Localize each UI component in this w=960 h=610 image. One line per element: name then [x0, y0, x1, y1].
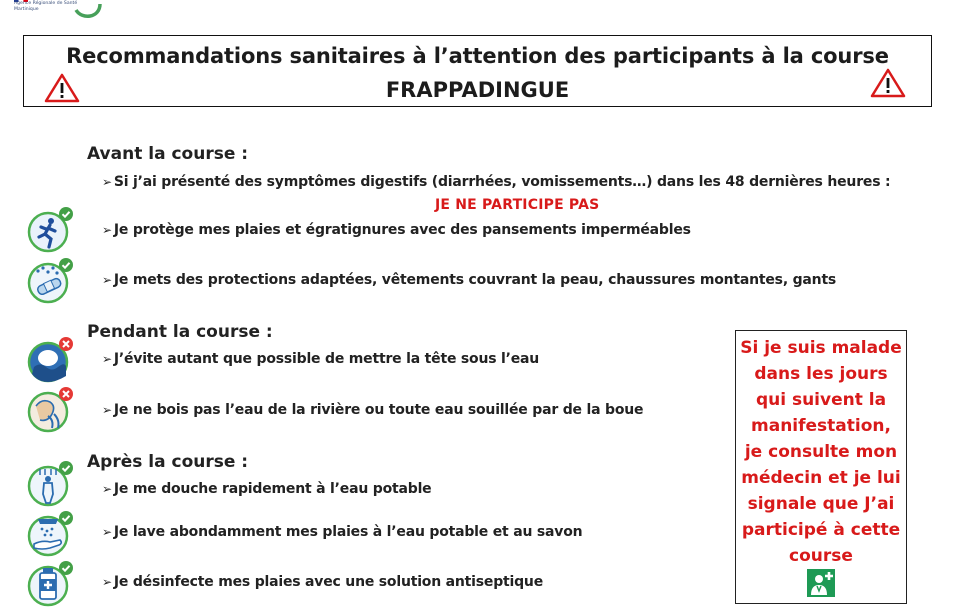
section-heading-after: Après la course :	[87, 452, 249, 472]
antiseptic-bottle-icon	[26, 560, 74, 608]
list-item: ➢ Je ne bois pas l’eau de la rivière ou toute eau souillée par de la boue	[102, 402, 644, 418]
bandage-icon	[26, 257, 74, 305]
arrow-bullet-icon: ➢	[102, 273, 112, 287]
header-box	[23, 35, 932, 107]
medical-advice-box	[735, 330, 907, 604]
list-item: ➢ Je me douche rapidement à l’eau potable	[102, 481, 432, 497]
list-item: ➢ Je désinfecte mes plaies avec une solution antiseptique	[102, 574, 543, 590]
logo-line2: Martinique	[14, 6, 39, 12]
list-item: ➢ Je lave abondamment mes plaies à l’eau potable et au savon	[102, 524, 583, 540]
arrow-bullet-icon: ➢	[102, 575, 112, 589]
section-heading-during: Pendant la course :	[87, 322, 273, 342]
warning-icon	[870, 68, 906, 98]
hand-wash-icon	[26, 510, 74, 558]
ars-logo	[6, 0, 98, 20]
arrow-bullet-icon: ➢	[102, 175, 112, 189]
doctor-icon	[807, 569, 835, 597]
page-title: Recommandations sanitaires à l’attention des participants à la course	[66, 44, 889, 68]
list-item: ➢ Je protège mes plaies et égratignures avec des pansements imperméables	[102, 222, 691, 238]
arrow-bullet-icon: ➢	[102, 482, 112, 496]
list-item: ➢ Si j’ai présenté des symptômes digestifs (diarrhées, vomissements…) dans les 48 dernières heures :	[102, 174, 891, 190]
arrow-bullet-icon: ➢	[102, 525, 112, 539]
medical-advice-text: Si je suis malade dans les jours qui suivent la manifestation, je consulte mon médecin et je lui signale que J’ai participé à cette course	[740, 338, 902, 566]
runner-icon	[26, 206, 74, 254]
no-participation-note: JE NE PARTICIPE PAS	[435, 197, 600, 213]
logo-swirl-icon	[72, 0, 102, 20]
logo-line1: Agence Régionale de Santé	[14, 1, 78, 6]
list-item: ➢ Je mets des protections adaptées, vêtements couvrant la peau, chaussures montantes, gants	[102, 272, 837, 288]
section-heading-before: Avant la course :	[87, 144, 249, 164]
shower-icon	[26, 460, 74, 508]
drinking-water-icon	[26, 386, 74, 434]
warning-icon	[44, 73, 80, 103]
list-item: ➢ J’évite autant que possible de mettre la tête sous l’eau	[102, 351, 540, 367]
arrow-bullet-icon: ➢	[102, 403, 112, 417]
arrow-bullet-icon: ➢	[102, 352, 112, 366]
event-name: FRAPPADINGUE	[385, 78, 570, 102]
arrow-bullet-icon: ➢	[102, 223, 112, 237]
head-under-water-icon	[26, 336, 74, 384]
